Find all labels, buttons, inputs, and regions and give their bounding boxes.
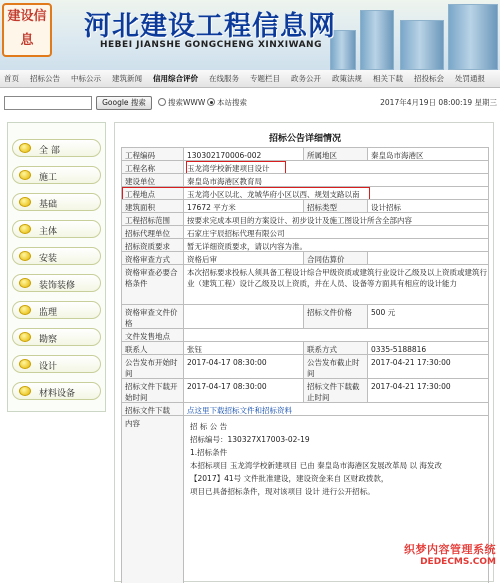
building-graphic [360, 10, 394, 70]
building-graphic [448, 4, 498, 70]
field-value: 2017-04-17 08:30:00 [184, 379, 304, 402]
sidebar-category-label: 勘察 [39, 335, 58, 345]
field-value: 0335-5188816 [371, 345, 427, 354]
content-line: 招 标 公 告 [190, 422, 228, 431]
content-line: 【2017】41号 文件批准建设，建设资金来自 区财政拨款， [190, 474, 389, 483]
sidebar-category-label: 施工 [39, 173, 58, 183]
site-subtitle: HEBEI JIANSHE GONGCHENG XINXIWANG [100, 40, 322, 50]
field-value: 秦皇岛市海港区教育局 [187, 177, 262, 186]
sidebar-category-label: 装饰装修 [39, 281, 76, 291]
field-label: 公告发布开始时间 [122, 355, 184, 378]
nav-item[interactable]: 招投标会 [414, 74, 444, 83]
detail-title: 招标公告详细情况 [268, 134, 341, 144]
nav-item[interactable]: 信用综合评价 [153, 74, 198, 83]
sidebar-category[interactable] [12, 301, 101, 319]
nav-item[interactable]: 政策法规 [332, 74, 362, 83]
nav-item[interactable]: 处罚通报 [455, 74, 485, 83]
field-label: 工程地点 [122, 187, 184, 199]
field-value: 按要求完成本项目的方案设计、初步设计及施工图设计所含全部内容 [187, 216, 412, 225]
table-row [121, 402, 489, 415]
field-label: 建筑面积 [122, 200, 184, 212]
sidebar-category[interactable] [12, 193, 101, 211]
content-line: 项目已具备招标条件，现对该项目 设计 进行公开招标。 [190, 487, 375, 496]
field-label: 招标类型 [304, 200, 368, 212]
field-value [368, 252, 490, 264]
field-label: 招标文件下载 [122, 403, 184, 415]
watermark [404, 541, 496, 567]
table-row [121, 251, 489, 264]
sidebar-category-label: 安装 [39, 254, 58, 264]
field-value: 本次招标要求投标人须具备工程设计综合甲级资质或建筑行业设计乙级及以上资质或建筑行业（建筑工程）设计乙级及以上资质，并在人员、设备等方面具有相应的设计能力 [187, 268, 487, 288]
table-row [121, 354, 489, 378]
category-bullet-icon [19, 197, 31, 207]
watermark-line1: 织梦内容管理系统 [404, 543, 496, 556]
nav-item[interactable]: 在线服务 [209, 74, 239, 83]
nav-item[interactable]: 中标公示 [71, 74, 101, 83]
building-graphic [400, 20, 444, 70]
category-sidebar [7, 122, 106, 412]
category-bullet-icon [19, 305, 31, 315]
download-link[interactable]: 点这里下载招标文件和招标资料 [187, 406, 292, 415]
sidebar-category[interactable] [12, 382, 101, 400]
field-label: 联系方式 [304, 342, 368, 354]
watermark-line2: DEDECMS.COM [420, 557, 496, 567]
category-bullet-icon [19, 332, 31, 342]
nav-item[interactable]: 首页 [4, 74, 19, 83]
nav-item[interactable]: 专题栏目 [250, 74, 280, 83]
field-value: 17672 平方米 [184, 200, 304, 212]
search-site-radio[interactable] [207, 98, 215, 106]
field-value: 玉龙湾学校新建项目设计 [187, 164, 270, 173]
field-label: 招标文件下载截止时间 [304, 379, 368, 402]
field-value: 设计招标 [371, 203, 401, 212]
sidebar-category-label: 主体 [39, 227, 58, 237]
nav-item[interactable]: 建筑新闻 [112, 74, 142, 83]
content-line: 招标编号：130327X17003-02-19 [190, 435, 310, 444]
table-row [121, 186, 489, 199]
category-bullet-icon [19, 278, 31, 288]
field-value: 石家庄宇辰招标代理有限公司 [187, 229, 285, 238]
table-row [121, 160, 489, 173]
field-label: 招标代理单位 [122, 226, 184, 238]
category-bullet-icon [19, 224, 31, 234]
category-bullet-icon [19, 143, 31, 153]
sidebar-category-label: 全 部 [39, 146, 60, 156]
field-label: 建设单位 [122, 174, 184, 186]
field-value [184, 305, 304, 328]
main-nav [0, 70, 500, 88]
field-value: 暂无详细资质要求，请以内容为准。 [187, 242, 307, 251]
table-row [121, 378, 489, 402]
field-label: 公告发布截止时间 [304, 355, 368, 378]
field-label: 资格审查文件价格 [122, 305, 184, 328]
search-www-label: 搜索WWW [168, 98, 206, 107]
field-value: 2017-04-17 08:30:00 [184, 355, 304, 378]
sidebar-category[interactable] [12, 139, 101, 157]
field-label: 招标文件价格 [304, 305, 368, 328]
nav-item[interactable]: 政务公开 [291, 74, 321, 83]
field-label: 工程编码 [122, 148, 184, 160]
google-search-button[interactable]: Google 搜索 [96, 96, 152, 110]
field-value: 资格后审 [184, 252, 304, 264]
category-bullet-icon [19, 251, 31, 261]
table-row [121, 225, 489, 238]
search-input[interactable] [4, 96, 92, 110]
field-value: 玉龙湾小区以北、龙城华府小区以西、规划支路以南 [187, 190, 360, 199]
field-label: 工程名称 [122, 161, 184, 173]
site-banner [0, 0, 500, 70]
table-row [121, 304, 489, 328]
field-label: 资格审查方式 [122, 252, 184, 264]
content-line: 1.招标条件 [190, 448, 228, 457]
sidebar-category[interactable] [12, 220, 101, 238]
field-value: 500 元 [371, 308, 396, 317]
field-value [184, 329, 490, 341]
table-row [121, 147, 489, 160]
field-value: 张钰 [184, 342, 304, 354]
table-row [121, 264, 489, 304]
sidebar-category-label: 材料设备 [39, 389, 76, 399]
site-logo[interactable]: 建设信息 [2, 3, 52, 57]
sidebar-category[interactable] [12, 247, 101, 265]
field-value: 秦皇岛市海港区 [371, 151, 424, 160]
field-label: 所属地区 [304, 148, 368, 160]
table-row [121, 341, 489, 354]
current-date: 2017年4月19日 08:00:19 星期三 [380, 98, 497, 107]
category-bullet-icon [19, 386, 31, 396]
field-label: 内容 [122, 416, 184, 583]
sidebar-category[interactable] [12, 328, 101, 346]
field-label: 招标资质要求 [122, 239, 184, 251]
field-label: 资格审查必要合格条件 [122, 265, 184, 304]
field-value: 2017-04-21 17:30:00 [371, 382, 451, 391]
table-row [121, 328, 489, 341]
search-bar [0, 96, 500, 112]
nav-item[interactable]: 相关下载 [373, 74, 403, 83]
nav-item[interactable]: 招标公告 [30, 74, 60, 83]
category-bullet-icon [19, 170, 31, 180]
field-label: 工程招标范围 [122, 213, 184, 225]
field-value: 130302170006-002 [184, 148, 304, 160]
content-line: 本招标项目 玉龙湾学校新建项目 已由 秦皇岛市海港区发展改革局 以 海发改 [190, 461, 442, 470]
field-label: 合同估算价 [304, 252, 368, 264]
field-value: 2017-04-21 17:30:00 [371, 358, 451, 367]
table-row [121, 212, 489, 225]
detail-panel [114, 122, 494, 582]
sidebar-category[interactable] [12, 355, 101, 373]
search-site-label: 本站搜索 [217, 98, 247, 107]
sidebar-category[interactable] [12, 274, 101, 292]
sidebar-category-label: 监理 [39, 308, 58, 318]
field-label: 文件发售地点 [122, 329, 184, 341]
category-bullet-icon [19, 359, 31, 369]
field-label: 招标文件下载开始时间 [122, 379, 184, 402]
table-row [121, 199, 489, 212]
sidebar-category-label: 基础 [39, 200, 58, 210]
field-label: 联系人 [122, 342, 184, 354]
sidebar-category-label: 设计 [39, 362, 58, 372]
table-row [121, 238, 489, 251]
site-title: 河北建设工程信息网 [84, 11, 336, 42]
table-row [121, 173, 489, 186]
sidebar-category[interactable] [12, 166, 101, 184]
search-www-radio[interactable] [158, 98, 166, 106]
